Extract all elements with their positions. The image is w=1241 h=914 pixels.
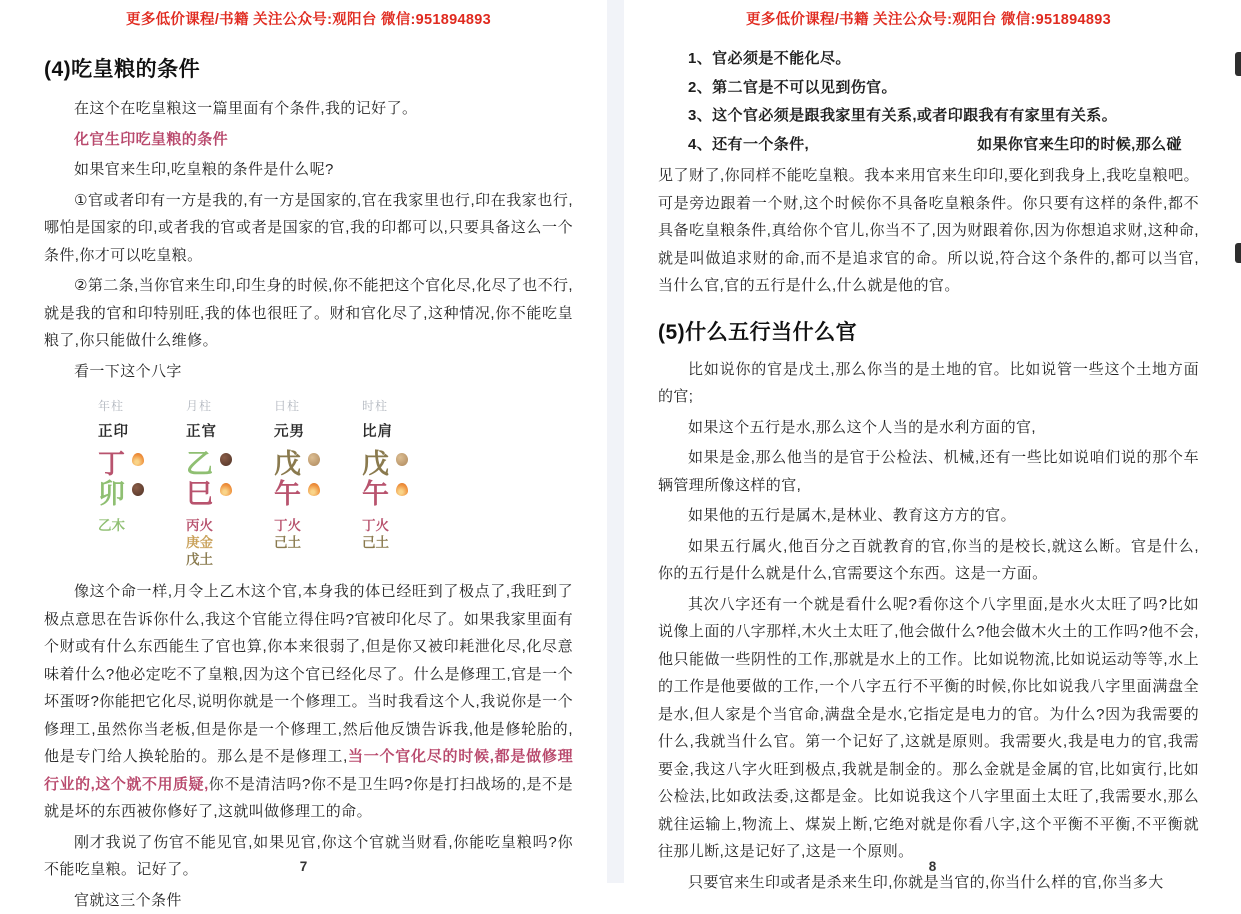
promo-header: 更多低价课程/书籍 关注公众号:观阳台 微信:951894893	[658, 8, 1199, 29]
section-title-5: (5)什么五行当什么官	[658, 316, 1199, 346]
flame-icon	[396, 483, 408, 496]
balance-paragraph: 其次八字还有一个就是看什么呢?看你这个八字里面,是水火太旺了吗?比如说像上面的八字那样,木火土太旺了,他会做什么?他会做木火土的工作吗?他不会,他只能做一些阴性的工作,那就是水上的工作。比如说物流,比如说运动等等,水上的工作是他要做的工作,一个八字五行不平衡的时候,你比如说我八字里面满盘全是水,但人家是个当官命,满盘全是水,它指定是电力的官。为什么?因为我需要的什么,我就当什么官。第一个记好了,这就是原则。我需要火,我是电力的官,我需要金,我这八字火旺到极点,我就是制金的。那么金就是金属的官,比如寅行,比如公检法,比如政法委,这都是金。比如说我这个八字里面土太旺了,我需要水,那么就往运输上,物流上、煤炭上断,它绝对就是你看八字,这个平衡不平衡,不平衡就往那儿断,这是记好了,这是一个原则。	[658, 591, 1199, 866]
condition-item-4-post: 如果你官来生印的时候,那么碰	[977, 136, 1182, 153]
condition-1-paragraph: ①官或者印有一方是我的,有一方是国家的,官在我家里也行,印在我家也行,哪怕是国家的印,或者我的官或者是国家的官,我的印都可以,只要具备这么一个条件,你才可以吃皇粮。	[44, 187, 573, 270]
last-line-paragraph: 只要官来生印或者是杀来生印,你就是当官的,你当什么样的官,你当多大	[658, 869, 1199, 897]
analysis-highlight: 当一个官化尽的时候,都是做修理行业的,这个就不用质疑,	[44, 748, 573, 793]
red-subtitle: 化官生印吃皇粮的条件	[44, 126, 573, 154]
analysis-text: 你不是清洁吗?你不是卫生吗?你是打扫战场的,是不是就是坏的东西被你修好了,这就叫做修理工的命。	[44, 776, 573, 821]
condition-item-4-pre: 4、还有一个条件,	[688, 136, 809, 153]
seed-icon	[132, 483, 144, 496]
stem-char: 丁	[98, 449, 125, 479]
hidden-stem: 丁火	[362, 517, 450, 534]
closing-line: 官就这三个条件	[44, 887, 573, 914]
promo-header: 更多低价课程/书籍 关注公众号:观阳台 微信:951894893	[44, 8, 573, 29]
water-official-paragraph: 如果这个五行是水,那么这个人当的是水利方面的官,	[658, 414, 1199, 442]
section-title-4: (4)吃皇粮的条件	[44, 53, 573, 83]
wood-official-paragraph: 如果他的五行是属木,是林业、教育这方方的官。	[658, 502, 1199, 530]
pillar-header: 日柱	[274, 397, 362, 414]
pillar-day	[274, 397, 362, 568]
page-divider	[607, 0, 624, 883]
pillar-year	[98, 397, 186, 568]
pillar-month	[186, 397, 274, 568]
page-8	[624, 0, 1241, 883]
stem-char: 乙	[186, 449, 213, 479]
intro-paragraph: 在这个在吃皇粮这一篇里面有个条件,我的记好了。	[44, 95, 573, 123]
seed-icon	[220, 453, 232, 466]
analysis-text: 像这个命一样,月令上乙木这个官,本身我的体已经旺到了极点了,我旺到了极点意思在告诉你什么,我这个官能立得住吗?官被印化尽了。如果我家里面有个财或有什么东西能生了官也算,你本来很弱了,但是你又被印耗泄化尽,化尽意味着什么?他必定吃不了皇粮,因为这个官已经化尽了。什么是修理工,官是一个坏蛋呀?你能把它化尽,说明你就是一个修理工。当时我看这个人,我说你是一个修理工,虽然你当老板,但是你是一个修理工,然后他反馈告诉我,他是修轮胎的,他是专门给人换轮胎的。那么是不是修理工,	[44, 583, 573, 765]
earth-official-paragraph: 比如说你的官是戊土,那么你当的是土地的官。比如说管一些这个土地方面的官;	[658, 356, 1199, 411]
pillar-header: 时柱	[362, 397, 450, 414]
pillar-role: 元男	[274, 420, 362, 441]
page-7	[0, 0, 607, 883]
metal-official-paragraph: 如果是金,那么他当的是官于公检法、机械,还有一些比如说咱们说的那个车辆管理所像这样的官,	[658, 444, 1199, 499]
pillar-role: 正官	[186, 420, 274, 441]
analysis-paragraph	[44, 578, 573, 826]
chart-intro: 看一下这个八字	[44, 358, 573, 386]
fire-official-paragraph: 如果五行属火,他百分之百就教育的官,你当的是校长,就这么断。官是什么,你的五行是什么就是什么,官需要这个东西。这是一方面。	[658, 533, 1199, 588]
condition-2-paragraph: ②第二条,当你官来生印,印生身的时候,你不能把这个官化尽,化尽了也不行,就是我的官和印特别旺,我的体也很旺了。财和官化尽了,这种情况,你不能吃皇粮了,你只能做什么维修。	[44, 272, 573, 355]
pillar-header: 年柱	[98, 397, 186, 414]
hidden-stem: 己土	[274, 534, 362, 551]
condition-item-1: 1、官必须是不能化尽。	[658, 45, 1199, 74]
condition-item-2: 2、第二官是不可以见到伤官。	[658, 74, 1199, 103]
flame-icon	[220, 483, 232, 496]
flame-icon	[308, 483, 320, 496]
hidden-stem: 庚金	[186, 534, 274, 551]
scan-artifact	[1235, 52, 1241, 76]
condition-item-4	[658, 131, 1199, 160]
pillar-header: 月柱	[186, 397, 274, 414]
page-number: 7	[0, 859, 607, 874]
hidden-stem: 己土	[362, 534, 450, 551]
flame-icon	[132, 453, 144, 466]
branch-char: 午	[274, 479, 301, 509]
scan-artifact	[1235, 243, 1241, 263]
continuation-paragraph: 见了财了,你同样不能吃皇粮。我本来用官来生印印,要化到我身上,我吃皇粮吧。可是旁边跟着一个财,这个时候你不具备吃皇粮条件。你只要有这样的条件,都不具备吃皇粮条件,真给你个官儿,你当不了,因为财跟着你,因为你想追求财,这种命,就是叫做追求财的命,而不是追求官的命。所以说,符合这个条件的,都可以当官,当什么官,官的五行是什么,什么就是他的官。	[658, 162, 1199, 300]
branch-char: 卯	[98, 479, 125, 509]
hidden-stem: 丙火	[186, 517, 274, 534]
condition-item-3: 3、这个官必须是跟我家里有关系,或者印跟我有有家里有关系。	[658, 102, 1199, 131]
stem-char: 戊	[362, 449, 389, 479]
stem-char: 戊	[274, 449, 301, 479]
earth-icon	[396, 453, 408, 466]
bazi-chart	[98, 397, 573, 568]
hidden-stem: 乙木	[98, 517, 186, 534]
question-paragraph: 如果官来生印,吃皇粮的条件是什么呢?	[44, 156, 573, 184]
shangguan-paragraph: 刚才我说了伤官不能见官,如果见官,你这个官就当财看,你能吃皇粮吗?你不能吃皇粮。记好了。	[44, 829, 573, 884]
branch-char: 午	[362, 479, 389, 509]
branch-char: 巳	[186, 479, 213, 509]
hidden-stem: 戊土	[186, 551, 274, 568]
pillar-role: 比肩	[362, 420, 450, 441]
hidden-stem: 丁火	[274, 517, 362, 534]
pillar-role: 正印	[98, 420, 186, 441]
pillar-hour	[362, 397, 450, 568]
earth-icon	[308, 453, 320, 466]
page-number: 8	[624, 859, 1241, 874]
